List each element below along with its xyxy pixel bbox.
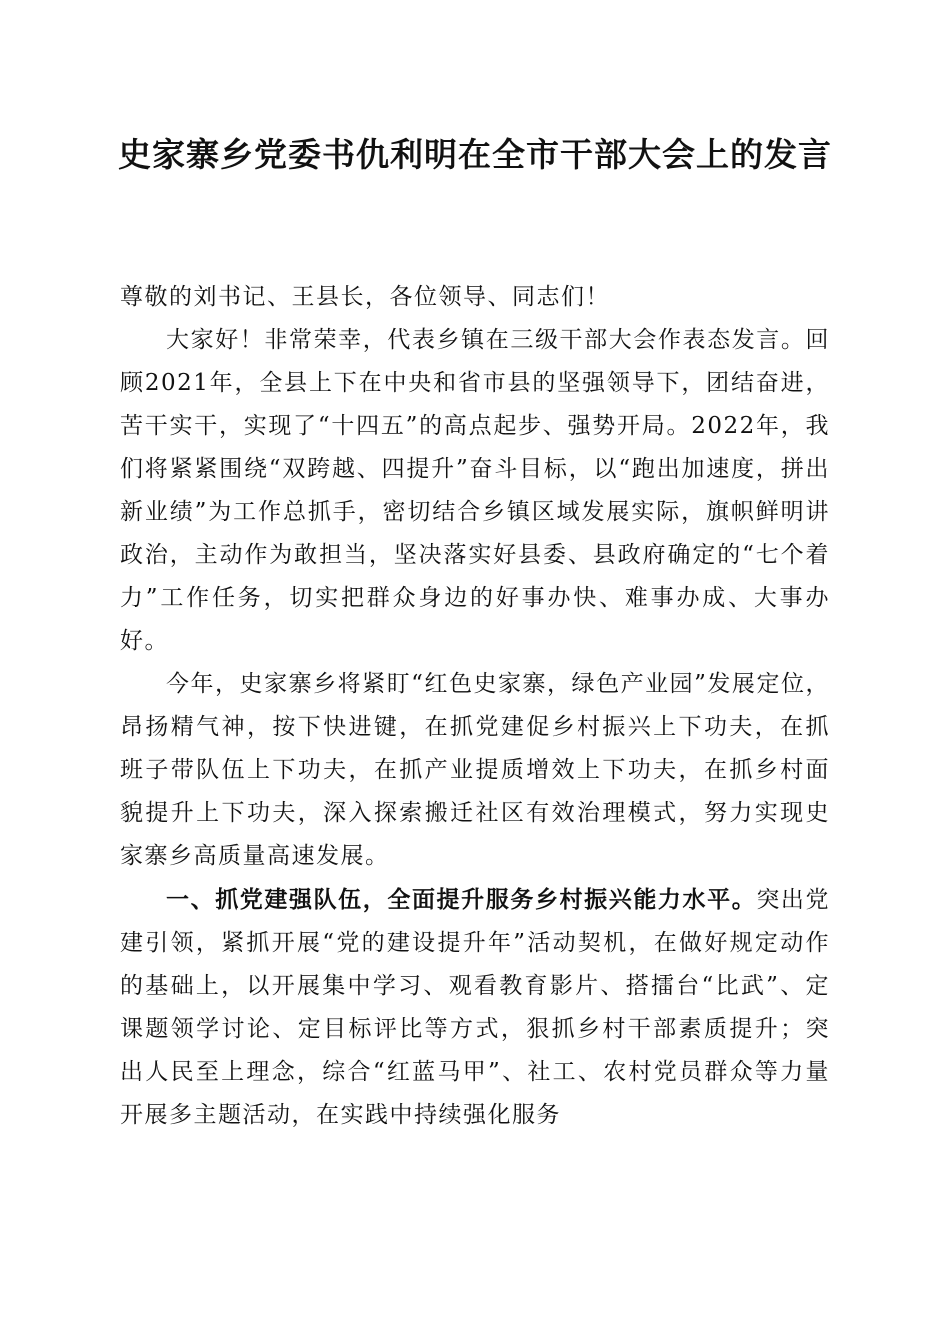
section-one-text: 突出党建引领，紧抓开展“党的建设提升年”活动契机，在做好规定动作的基础上，以开展集中学习、观看教育影片、搭擂台“比武”、定课题领学讨论、定目标评比等方式，狠抓乡村干部素质提升；突出人民至上理念，综合“红蓝马甲”、社工、农村党员群众等力量开展多主题活动，在实践中持续强化服务 <box>120 887 831 1128</box>
section-one <box>120 878 830 1137</box>
salutation: 尊敬的刘书记、王县长，各位领导、同志们！ <box>120 284 610 310</box>
paragraph-intro: 大家好！非常荣幸，代表乡镇在三级干部大会作表态发言。回顾2021年，全县上下在中央和省市县的坚强领导下，团结奋进，苦干实干，实现了“十四五”的高点起步、强势开局。2022年，我们将紧紧围绕“双跨越、四提升”奋斗目标，以“跑出加速度，拼出新业绩”为工作总抓手，密切结合乡镇区域发展实际，旗帜鲜明讲政治，主动作为敢担当，坚决落实好县委、县政府确定的“七个着力”工作任务，切实把群众身边的好事办快、难事办成、大事办好。 <box>120 327 830 654</box>
document-title: 史家寨乡党委书仇利明在全市干部大会上的发言 <box>118 135 832 174</box>
paragraph-goals: 今年，史家寨乡将紧盯“红色史家寨，绿色产业园”发展定位，昂扬精气神，按下快进键，在抓党建促乡村振兴上下功夫，在抓班子带队伍上下功夫，在抓产业提质增效上下功夫，在抓乡村面貌提升上下功夫，深入探索搬迁社区有效治理模式，努力实现史家寨乡高质量高速发展。 <box>120 671 830 869</box>
section-one-heading: 一、抓党建强队伍，全面提升服务乡村振兴能力水平。 <box>166 886 757 913</box>
document-body <box>120 276 830 1137</box>
